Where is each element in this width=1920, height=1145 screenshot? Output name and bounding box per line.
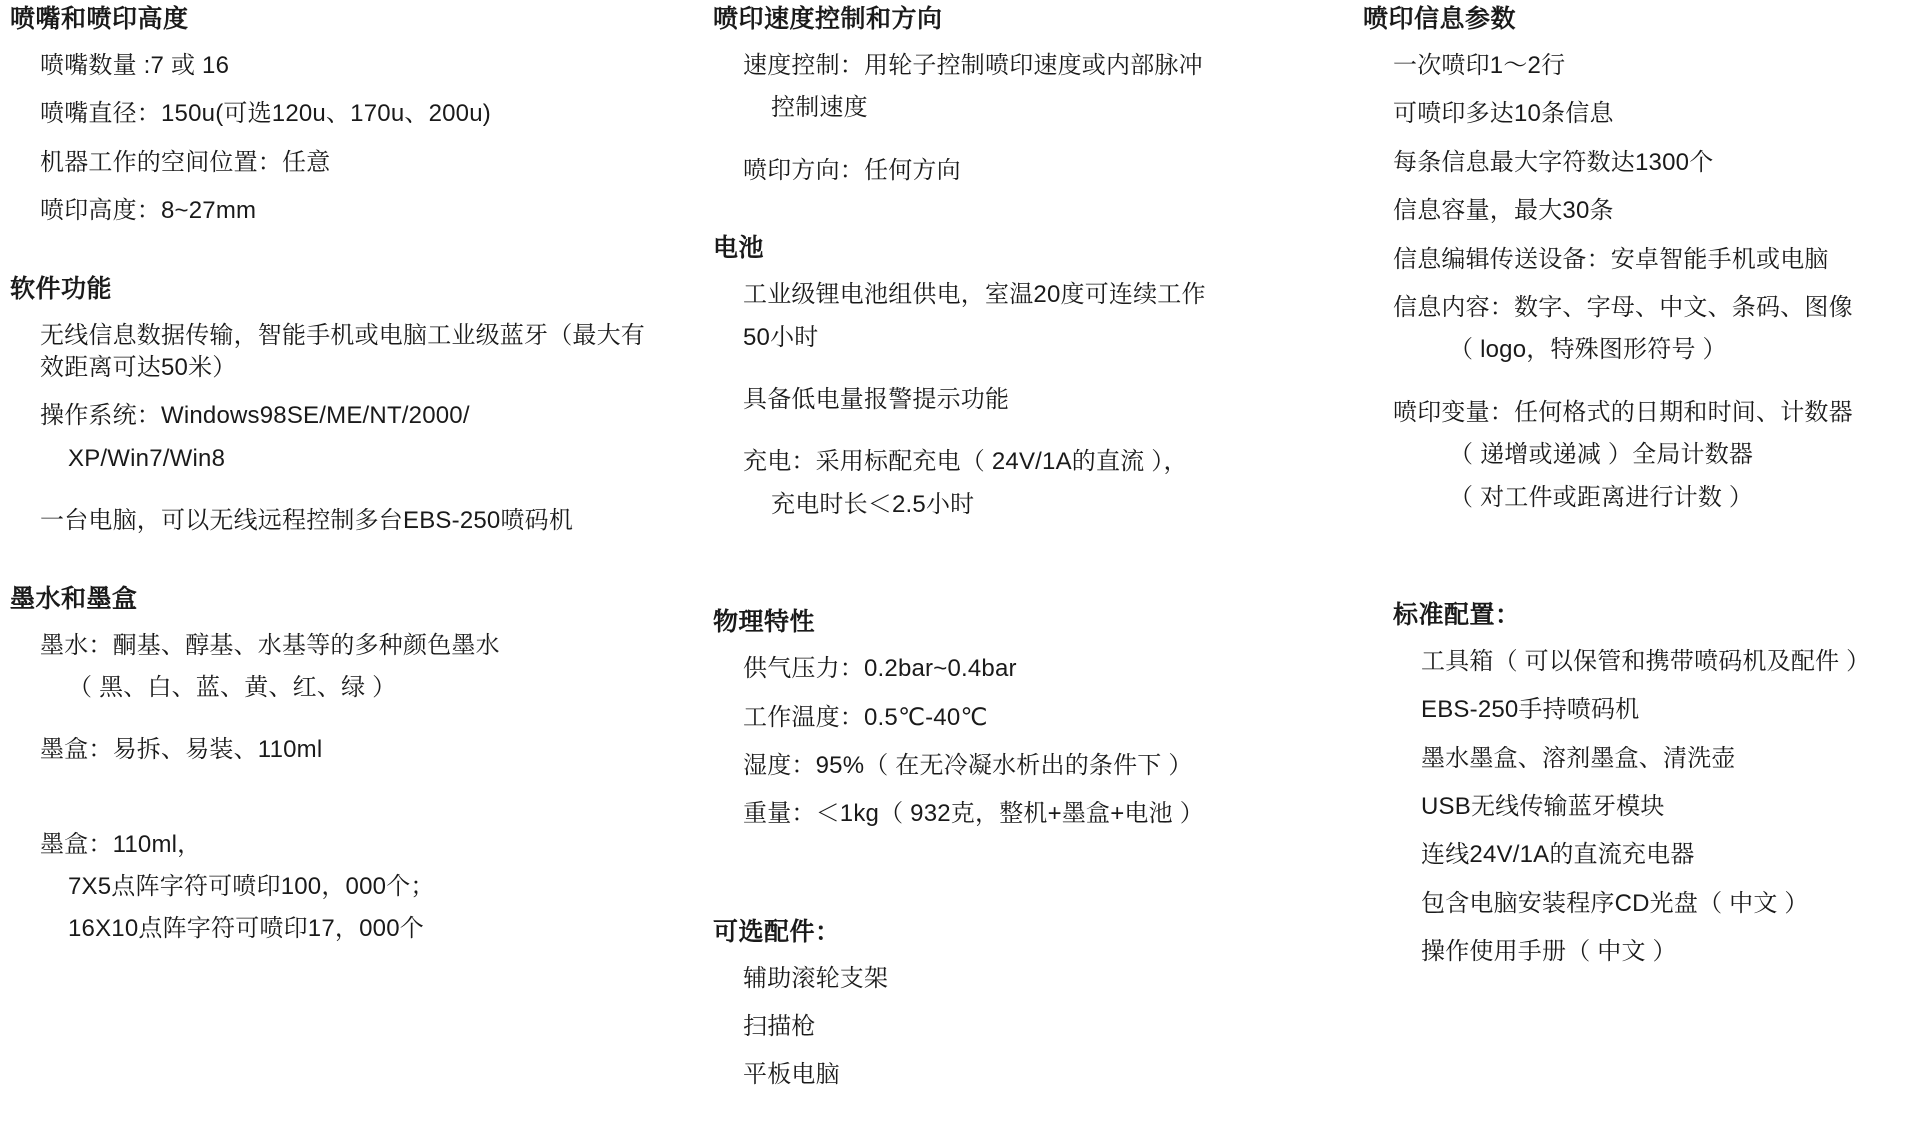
- section-battery: [713, 233, 1305, 521]
- section-physical-properties: [713, 607, 1305, 831]
- spec-item: 信息编辑传送设备：安卓智能手机或电脑: [1393, 245, 1829, 273]
- spec-item: 可喷印多达10条信息: [1393, 100, 1614, 128]
- spacer: [713, 370, 1305, 384]
- spec-item: 充电：采用标配充电（ 24V/1A的直流 ），: [743, 448, 1188, 476]
- spacer: [713, 432, 1305, 446]
- spec-item: 工作温度：0.5℃-40℃: [743, 703, 988, 731]
- spec-item: USB无线传输蓝牙模块: [1421, 793, 1665, 821]
- spec-item: 工业级锂电池组供电，室温20度可连续工作: [743, 281, 1206, 309]
- spacer: [10, 491, 645, 505]
- spec-item: （ logo，特殊图形符号 ）: [1449, 336, 1727, 364]
- spec-item: 墨水：酮基、醇基、水基等的多种颜色墨水: [40, 631, 500, 659]
- spacer: [713, 847, 1305, 917]
- section-print-message-params: [1363, 4, 1912, 514]
- spec-item: 喷印方向：任何方向: [743, 156, 961, 184]
- section-title: 墨水和墨盒: [10, 584, 138, 613]
- spacer: [10, 244, 645, 274]
- spec-item: 充电时长＜2.5小时: [771, 490, 975, 518]
- spec-item: EBS-250手持喷码机: [1421, 696, 1640, 724]
- spec-item: 扫描枪: [743, 1013, 816, 1041]
- spec-item: 平板电脑: [743, 1061, 840, 1089]
- spec-item: 操作使用手册（ 中文 ）: [1421, 938, 1677, 966]
- section-speed-control: [713, 4, 1305, 187]
- spec-item: （ 递增或递减 ）全局计数器: [1449, 441, 1754, 469]
- section-title: 喷印速度控制和方向: [713, 5, 943, 33]
- spec-item: 具备低电量报警提示功能: [743, 385, 1010, 413]
- spec-item: 机器工作的空间位置：任意: [40, 148, 331, 176]
- spec-item: 一台电脑，可以无线远程控制多台EBS-250喷码机: [40, 507, 574, 535]
- spec-item: 操作系统：Windows98SE/ME/NT/2000/: [40, 402, 470, 430]
- section-ink-and-cartridge: [10, 584, 645, 946]
- section-software-functions: [10, 274, 645, 538]
- section-title: 喷嘴和喷印高度: [10, 5, 189, 33]
- section-title: 可选配件：: [713, 917, 841, 946]
- spec-item: 包含电脑安装程序CD光盘（ 中文 ）: [1421, 889, 1809, 917]
- spec-item: 喷印高度：8~27mm: [40, 197, 257, 225]
- spec-item: 工具箱（ 可以保管和携带喷码机及配件 ）: [1421, 647, 1871, 675]
- section-title: 软件功能: [10, 274, 113, 303]
- spec-item: 墨盒：110ml，: [40, 830, 202, 858]
- spec-item: 50小时: [743, 323, 819, 351]
- spec-item: 控制速度: [771, 94, 868, 122]
- spec-item: 重量：＜1kg（ 932克，整机+墨盒+电池 ）: [743, 800, 1204, 828]
- section-title: 喷印信息参数: [1363, 5, 1517, 33]
- spec-item: 7X5点阵字符可喷印100，000个；: [68, 873, 435, 901]
- spec-item: 每条信息最大字符数达1300个: [1393, 148, 1714, 176]
- spec-item: 信息内容：数字、字母、中文、条码、图像: [1393, 293, 1853, 321]
- spec-item: 无线信息数据传输，智能手机或电脑工业级蓝牙（最大有效距离可达50米）: [40, 321, 645, 381]
- spacer: [713, 203, 1305, 233]
- section-standard-configuration: [1363, 600, 1912, 969]
- spec-item: （ 黑、白、蓝、黄、红、绿 ）: [68, 673, 397, 701]
- spec-item: 喷嘴直径：150u(可选120u、170u、200u): [40, 100, 491, 128]
- spec-item: 墨盒：易拆、易装、110ml: [40, 736, 323, 764]
- spec-item: 一次喷印1～2行: [1393, 52, 1566, 79]
- spec-item: 墨水墨盒、溶剂墨盒、清洗壶: [1421, 744, 1736, 772]
- spec-item: 连线24V/1A的直流充电器: [1421, 841, 1695, 869]
- spec-item: 辅助滚轮支架: [743, 964, 889, 992]
- spec-item: XP/Win7/Win8: [68, 444, 226, 472]
- spec-item: 喷印变量：任何格式的日期和时间、计数器: [1393, 398, 1853, 426]
- spacer: [713, 537, 1305, 607]
- spec-item: （ 对工件或距离进行计数 ）: [1449, 483, 1754, 511]
- section-title: 物理特性: [713, 608, 816, 637]
- section-title: 电池: [713, 234, 765, 263]
- section-optional-accessories: [713, 917, 1305, 1092]
- column-middle: [655, 4, 1315, 1108]
- spec-item: 信息容量，最大30条: [1393, 197, 1614, 225]
- spacer: [1363, 530, 1912, 600]
- spec-item: 湿度：95%（ 在无冷凝水析出的条件下 ）: [743, 751, 1193, 779]
- spacer: [10, 783, 645, 829]
- section-title: 标准配置：: [1393, 600, 1521, 629]
- spec-item: 速度控制：用轮子控制喷印速度或内部脉冲: [743, 52, 1203, 79]
- spec-item: 喷嘴数量 :7 或 16: [40, 52, 230, 79]
- spacer: [10, 554, 645, 584]
- spacer: [713, 141, 1305, 155]
- spacer: [10, 720, 645, 734]
- spec-item: 供气压力：0.2bar~0.4bar: [743, 655, 1017, 683]
- spacer: [1363, 383, 1912, 397]
- section-nozzle-and-height: [10, 4, 645, 228]
- column-right: [1315, 4, 1920, 985]
- column-left: [0, 4, 655, 962]
- spec-item: 16X10点阵字符可喷印17，000个: [68, 915, 424, 943]
